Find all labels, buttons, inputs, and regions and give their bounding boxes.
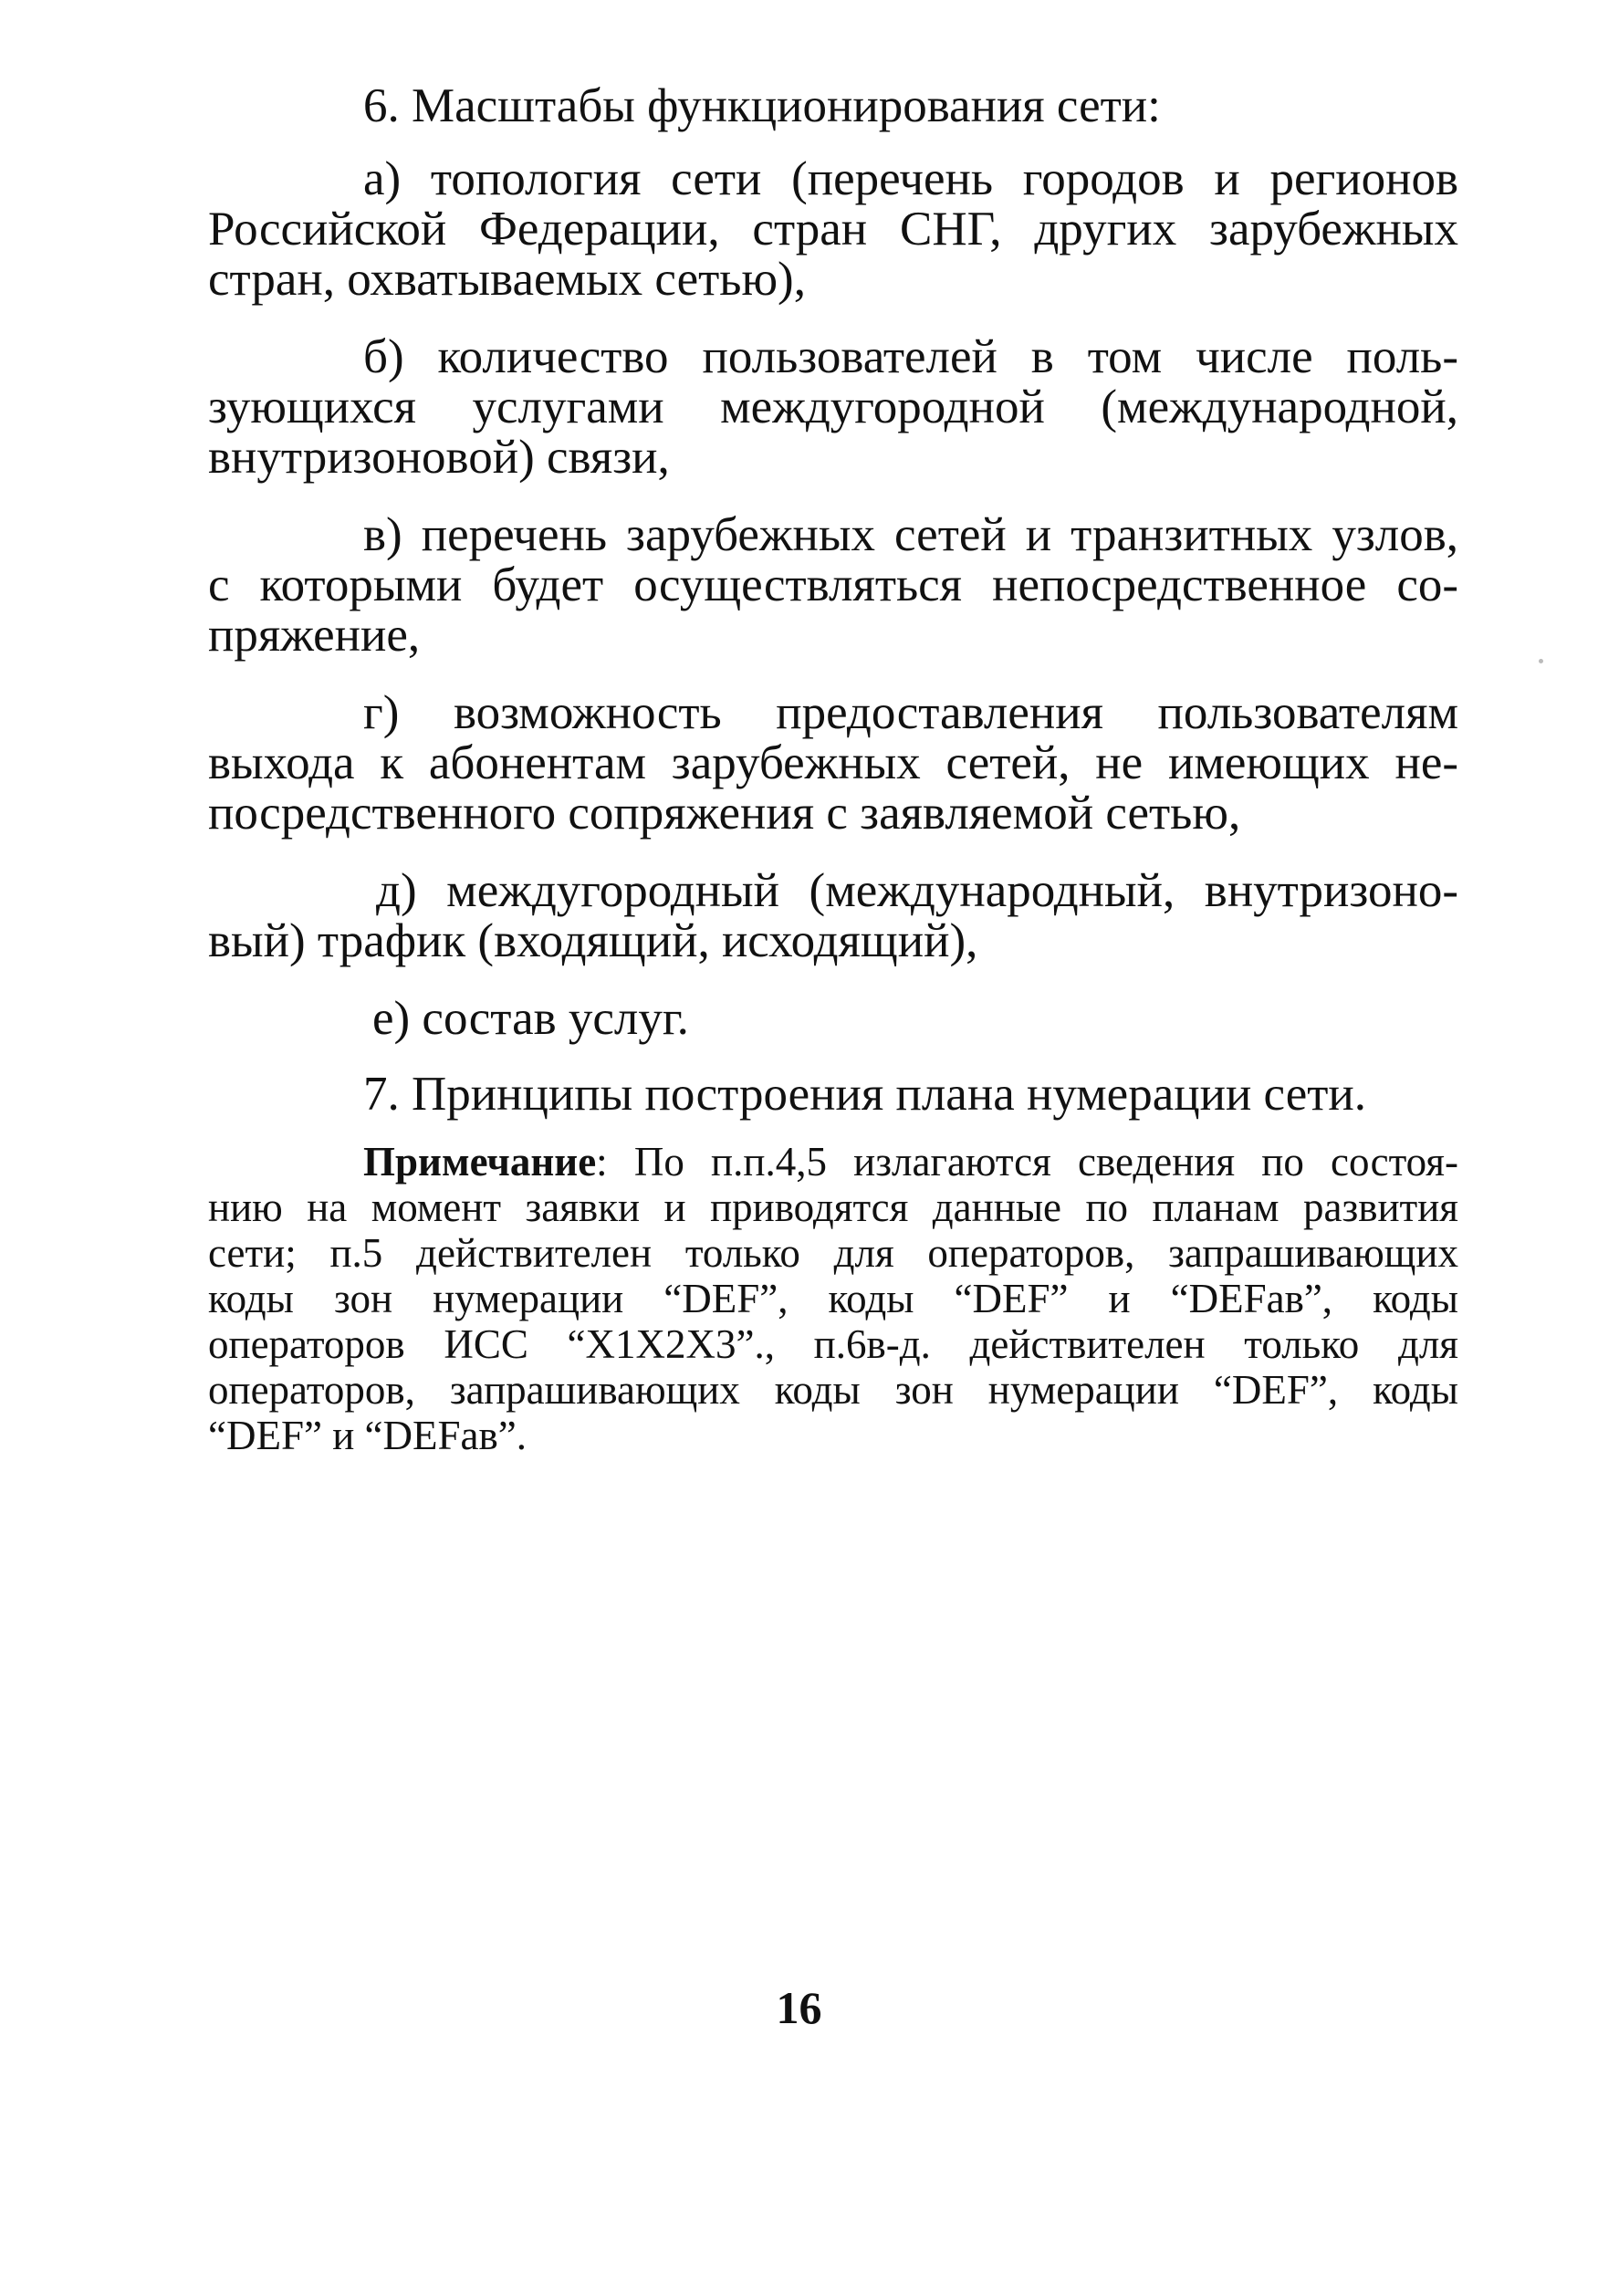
item-d-line-2: вый) трафик (входящий, исходящий), [208,914,978,967]
page-number: 16 [776,1982,822,2033]
item-g-line-3: посредственного сопряжения с заявляемой сетью, [208,787,1241,840]
item-v-line-2: с которыми будет осуществляться непосредственное со- [208,558,1458,611]
note-line-5: операторов ИСС “X1X2X3”., п.6в-д. действителен только для [208,1321,1458,1367]
note-line-1 [363,1139,1458,1185]
item-a-line-1: а) топология сети (перечень городов и регионов [363,152,1458,205]
note-label: Примечание [363,1139,597,1185]
item-d-line-1: д) междугородный (международный, внутризоно- [376,864,1458,917]
note-line-3: сети; п.5 действителен только для операторов, запрашивающих [208,1230,1458,1276]
note-line-6: операторов, запрашивающих коды зон нумерации “DEF”, коды [208,1367,1458,1413]
item-e-line: е) состав услуг. [372,992,689,1045]
item-g-line-2: выхода к абонентам зарубежных сетей, не имеющих не- [208,736,1458,789]
section-7-heading: 7. Принципы построения плана нумерации сети. [363,1068,1367,1121]
item-v-line-1: в) перечень зарубежных сетей и транзитных узлов, [363,508,1458,561]
note-line-4: коды зон нумерации “DEF”, коды “DEF” и “DEFав”, коды [208,1276,1458,1321]
note-line-1-text: : По п.п.4,5 излагаются сведения по состоя- [596,1139,1458,1185]
item-v-line-3: пряжение, [208,609,421,662]
item-g-line-1: г) возможность предоставления пользователям [363,686,1458,739]
item-a-line-3: стран, охватываемых сетью), [208,253,806,306]
item-b-line-3: внутризоновой) связи, [208,431,670,484]
item-a-line-2: Российской Федерации, стран СНГ, других зарубежных [208,203,1458,256]
scan-speck [1539,659,1543,663]
item-b-line-1: б) количество пользователей в том числе поль- [363,330,1458,383]
item-b-line-2: зующихся услугами междугородной (международной, [208,381,1458,433]
section-6-heading: 6. Масштабы функционирования сети: [363,79,1161,132]
note-line-7: “DEF” и “DEFав”. [208,1413,527,1458]
note-line-2: нию на момент заявки и приводятся данные по планам развития [208,1185,1458,1230]
